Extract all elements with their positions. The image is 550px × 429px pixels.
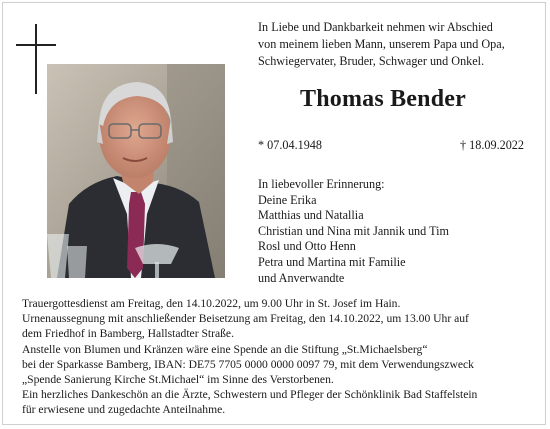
intro-line: von meinem lieben Mann, unserem Papa und Opa, xyxy=(258,36,505,51)
notice-line: Ein herzliches Dankeschön an die Ärzte, Schwestern und Pfleger der Schönklinik Bad Staffelstein xyxy=(22,388,478,402)
birth-date: * 07.04.1948 xyxy=(258,138,322,152)
intro-line: In Liebe und Dankbarkeit nehmen wir Abschied xyxy=(258,20,493,34)
death-date: † 18.09.2022 xyxy=(460,138,524,152)
family-line: Petra und Martina mit Familie xyxy=(258,254,406,269)
notice-line: dem Friedhof in Bamberg, Hallstadter Straße. xyxy=(22,327,234,341)
notice-line: für erwiesene und zugedachte Anteilnahme. xyxy=(22,403,226,417)
portrait-photo xyxy=(47,64,225,278)
family-list xyxy=(258,177,538,286)
notice-line: bei der Sparkasse Bamberg, IBAN: DE75 7705 0000 0000 0097 79, mit dem Verwendungszweck xyxy=(22,357,474,371)
intro-line: Schwiegervater, Bruder, Schwager und Onkel. xyxy=(258,53,485,68)
notice-line: „Spende Sanierung Kirche St.Michael“ im Sinne des Verstorbenen. xyxy=(22,373,334,387)
family-line: und Anverwandte xyxy=(258,270,345,285)
deceased-name: Thomas Bender xyxy=(300,86,466,112)
family-line: Christian und Nina mit Jannik und Tim xyxy=(258,223,449,238)
family-line: Rosl und Otto Henn xyxy=(258,239,356,254)
family-line: In liebevoller Erinnerung: xyxy=(258,177,385,191)
service-notice xyxy=(22,296,532,418)
notice-line: Trauergottesdienst am Freitag, den 14.10.2022, um 9.00 Uhr in St. Josef im Hain. xyxy=(22,297,401,310)
notice-line: Anstelle von Blumen und Kränzen wäre eine Spende an die Stiftung „St.Michaelsberg“ xyxy=(22,342,428,356)
family-line: Deine Erika xyxy=(258,192,317,207)
intro-text xyxy=(258,19,538,69)
notice-line: Urnenaussegnung mit anschließender Beisetzung am Freitag, den 14.10.2022, um 13.00 Uhr auf xyxy=(22,312,469,326)
family-line: Matthias und Natallia xyxy=(258,208,364,223)
